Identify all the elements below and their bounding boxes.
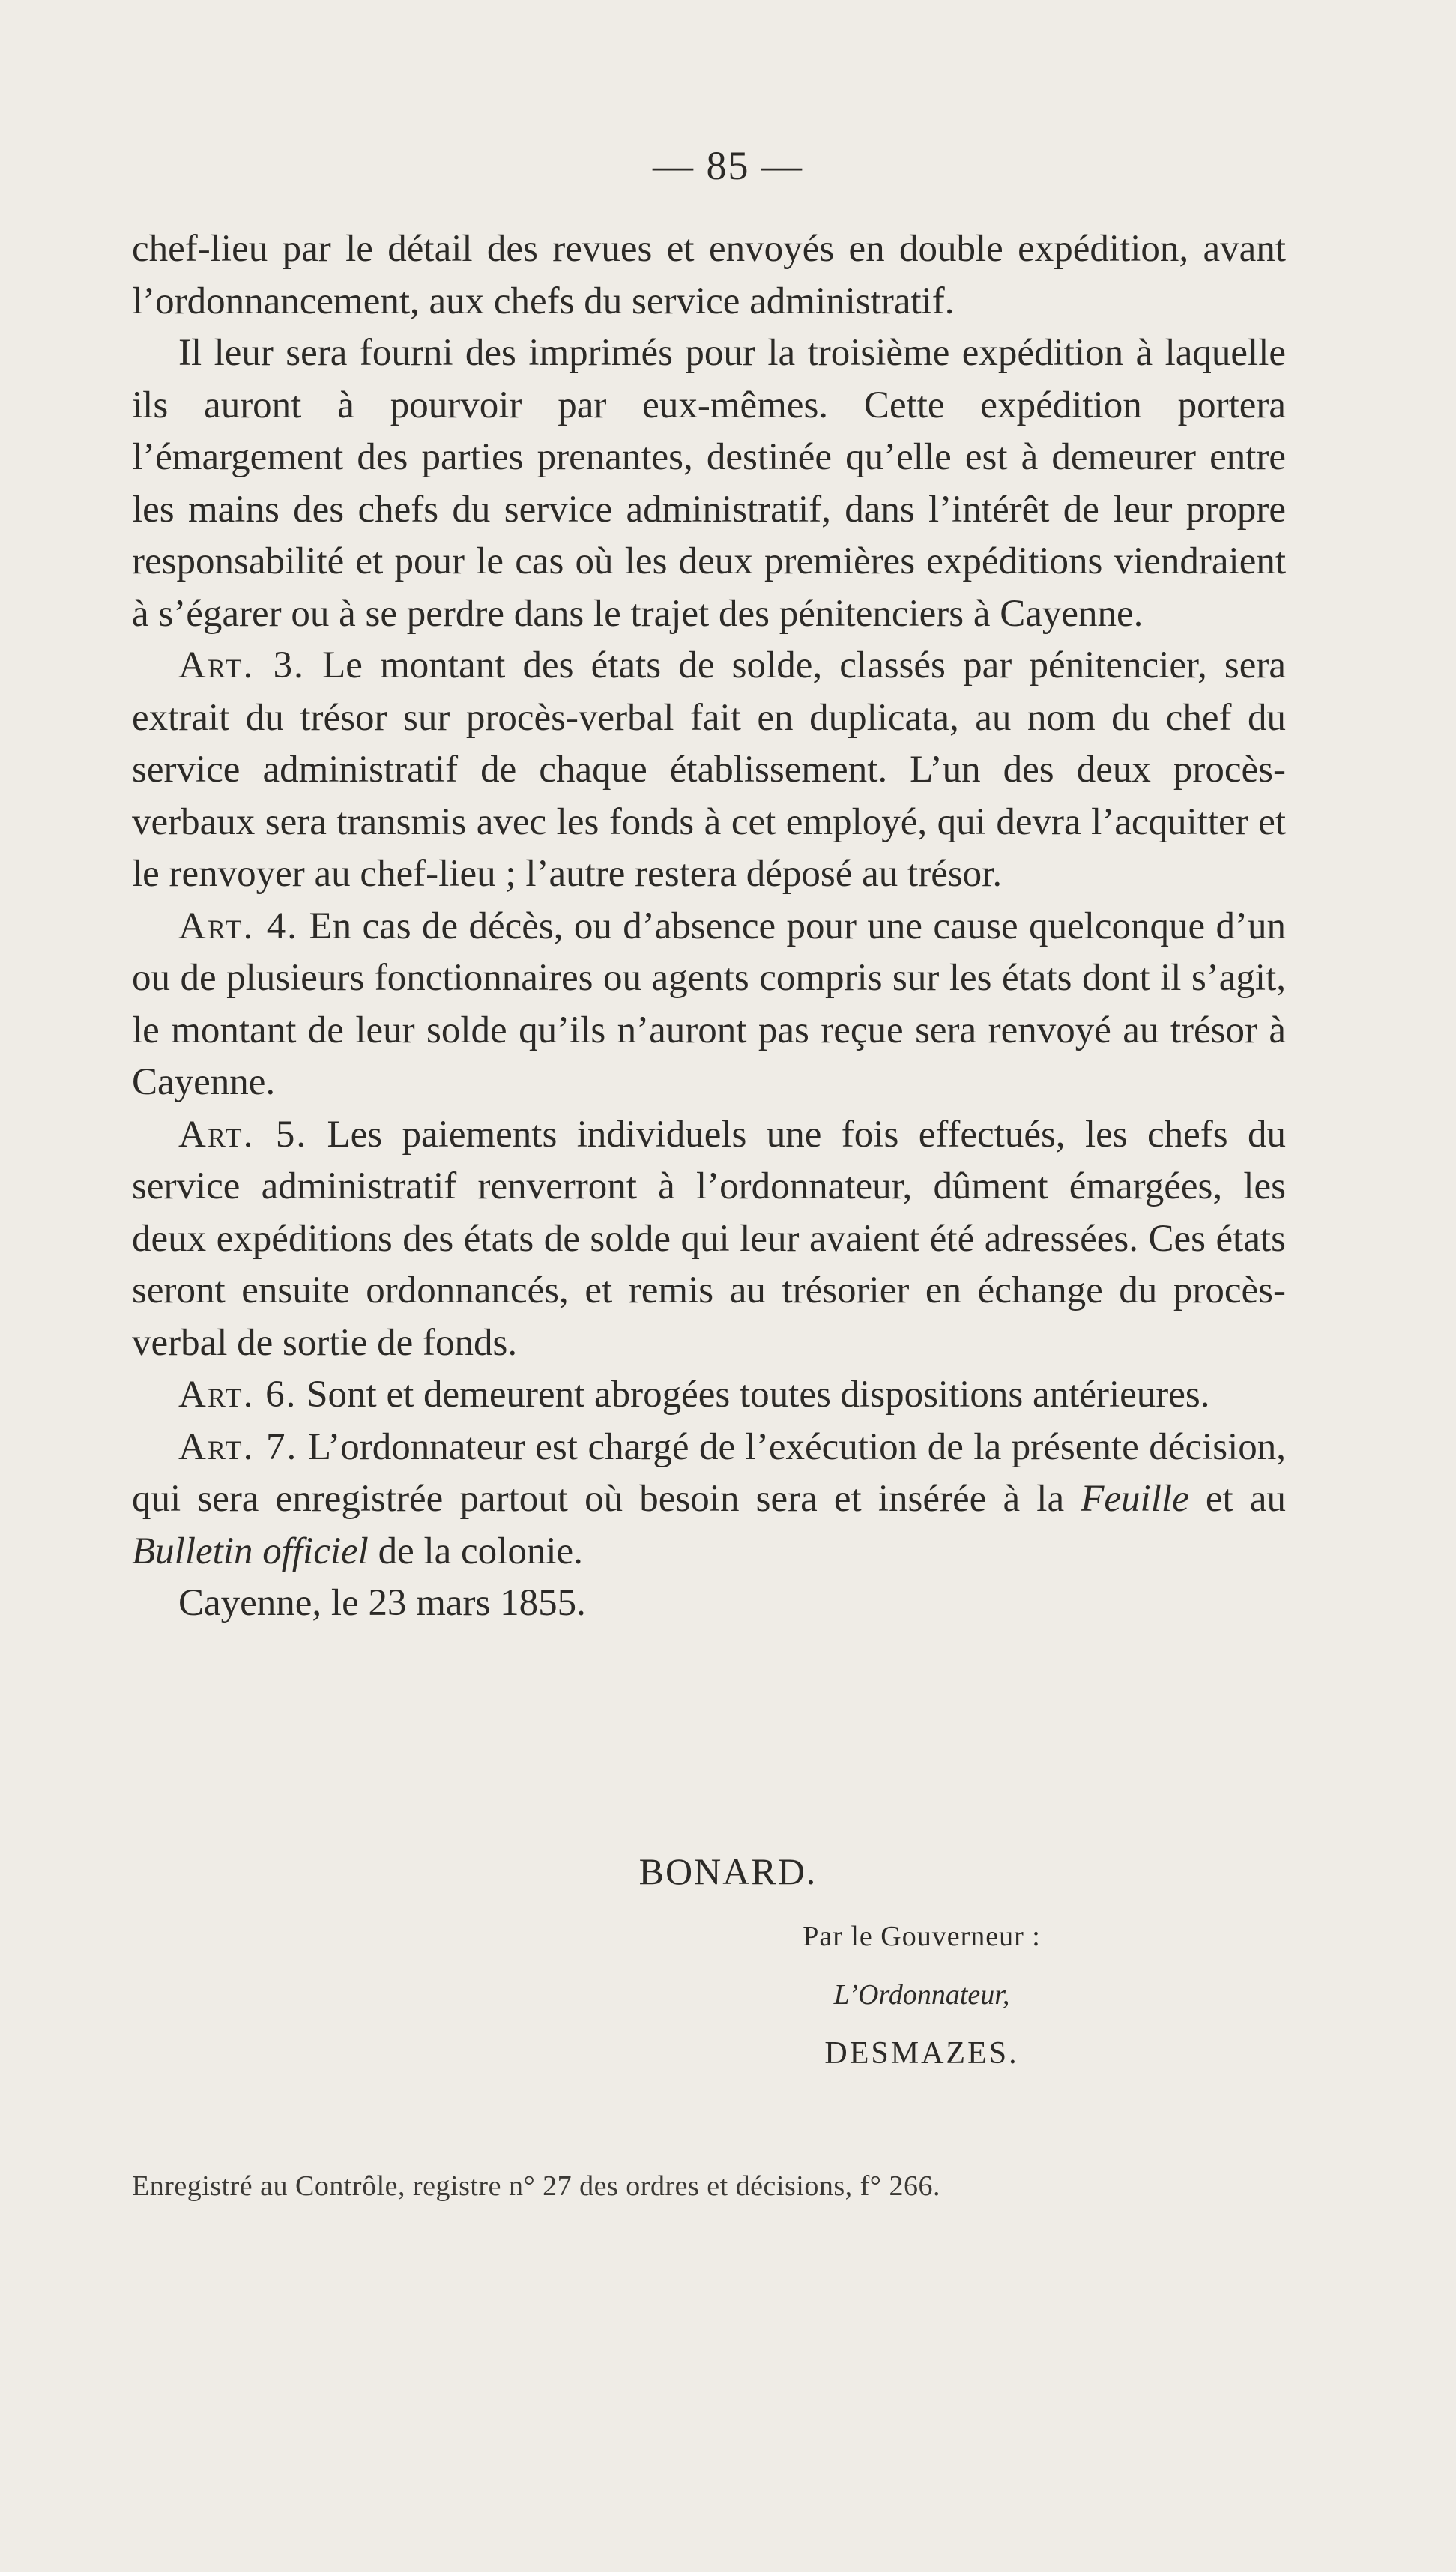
- paragraph-continuation: chef-lieu par le détail des revues et envoyés en double expédition, avant l’ordonnancement, aux chefs du service administratif.: [132, 228, 1286, 322]
- page-number: — 85 —: [653, 143, 803, 188]
- par-le-gouverneur: Par le Gouverneur :: [803, 1921, 1041, 1952]
- article-6-text: Sont et demeurent abrogées toutes dispositions antérieures.: [306, 1374, 1210, 1416]
- decision-text: [132, 223, 1286, 1630]
- article-3-text: Le montant des états de solde, classés par pénitencier, sera extrait du trésor sur procès-verbal fait en duplicata, au nom du chef du service administratif de chaque établissement. L’un des deux procès-verbaux sera transmis avec les fonds à cet employé, qui devra l’acquitter et le renvoyer au chef-lieu ; l’autre restera déposé au trésor.: [132, 644, 1287, 895]
- article-4: [132, 901, 1286, 1109]
- article-3-label: Art. 3.: [178, 644, 305, 686]
- article-7-label: Art. 7.: [178, 1425, 298, 1468]
- registration-note: Enregistré au Contrôle, registre n° 27 des ordres et décisions, f° 266.: [132, 2170, 940, 2202]
- article-4-text: En cas de décès, ou d’absence pour une cause quelconque d’un ou de plusieurs fonctionnaires ou agents compris sur les états dont il s’agit, le montant de leur solde qu’ils n’auront pas reçue sera renvoyé au trésor à Cayenne.: [132, 905, 1287, 1103]
- article-5-text: Les paiements individuels une fois effectués, les chefs du service administratif renverront à l’ordonnateur, dûment émargées, les deux expéditions des états de solde qui leur avaient été adressées. Ces états seront ensuite ordonnancés, et remis au trésorier en échange du procès-verbal de sortie de fonds.: [132, 1113, 1287, 1364]
- article-5-label: Art. 5.: [178, 1113, 308, 1156]
- article-7-text-middle: et au: [1188, 1478, 1286, 1520]
- countersignature-block: [712, 1920, 1132, 2071]
- article-3: [132, 640, 1286, 901]
- article-6: [132, 1369, 1286, 1422]
- paragraph-third-expedition: Il leur sera fourni des imprimés pour la troisième expédition à laquelle ils auront à pourvoir par eux-mêmes. Cette expédition portera l’émargement des parties prenantes, destinée qu’elle est à demeurer entre les mains des chefs du service administratif, dans l’intérêt de leur propre responsabilité et pour le cas où les deux premières expéditions viendraient à s’égarer ou à se perdre dans le trajet des pénitenciers à Cayenne.: [132, 332, 1286, 635]
- ordonnateur-name: DESMAZES.: [824, 2036, 1019, 2071]
- article-5: [132, 1109, 1286, 1370]
- article-7-text-after: de la colonie.: [368, 1530, 583, 1572]
- feuille-title: Feuille: [1081, 1478, 1189, 1520]
- ordonnateur-title: L’Ordonnateur,: [833, 1979, 1010, 2011]
- article-6-label: Art. 6.: [178, 1374, 297, 1416]
- article-7-text-before: L’ordonnateur est chargé de l’exécution de la présente décision, qui sera enregistrée partout où besoin sera et insérée à la: [132, 1425, 1286, 1520]
- signature-bonard: BONARD.: [638, 1850, 818, 1892]
- article-4-label: Art. 4.: [178, 905, 299, 947]
- date-line: Cayenne, le 23 mars 1855.: [178, 1582, 586, 1624]
- article-7: [132, 1422, 1286, 1578]
- bulletin-title: Bulletin officiel: [132, 1530, 369, 1572]
